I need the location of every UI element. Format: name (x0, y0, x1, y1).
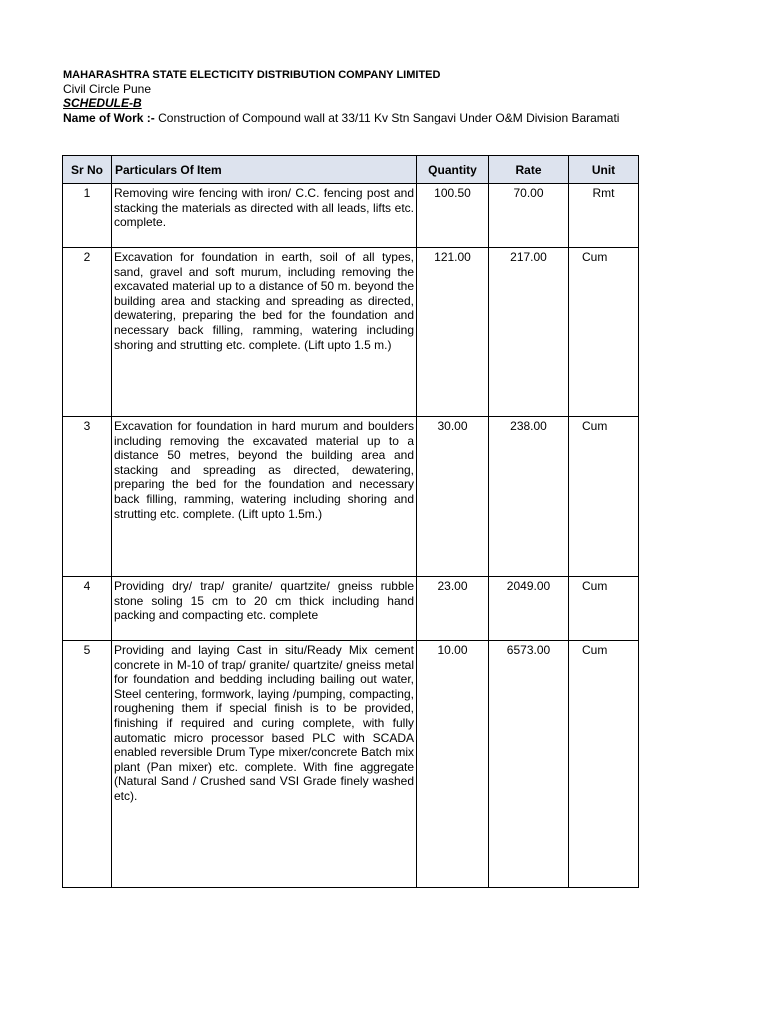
table-row (63, 184, 639, 248)
table-row (63, 577, 639, 641)
cell-particulars: Removing wire fencing with iron/ C.C. fencing post and stacking the materials as directed with all leads, lifts etc. complete. (112, 184, 417, 248)
cell-rate: 6573.00 (489, 641, 569, 888)
cell-rate: 238.00 (489, 417, 569, 577)
cell-quantity: 23.00 (417, 577, 489, 641)
company-name: MAHARASHTRA STATE ELECTICITY DISTRIBUTION COMPANY LIMITED (63, 69, 441, 81)
cell-rate: 217.00 (489, 248, 569, 417)
col-header-unit: Unit (569, 156, 639, 184)
cell-quantity: 121.00 (417, 248, 489, 417)
cell-rate: 70.00 (489, 184, 569, 248)
cell-sr-no: 5 (63, 641, 112, 888)
cell-unit: Cum (569, 577, 639, 641)
cell-quantity: 100.50 (417, 184, 489, 248)
col-header-sr-no: Sr No (63, 156, 112, 184)
cell-sr-no: 2 (63, 248, 112, 417)
cell-sr-no: 4 (63, 577, 112, 641)
cell-quantity: 30.00 (417, 417, 489, 577)
table-header-row (63, 156, 639, 184)
cell-sr-no: 1 (63, 184, 112, 248)
table-row (63, 641, 639, 888)
document-header (63, 68, 768, 126)
schedule-table (62, 155, 639, 888)
table-row (63, 417, 639, 577)
cell-particulars: Excavation for foundation in hard murum and boulders including removing the excavated material up to a distance 50 metres, beyond the building area and stacking and spreading as directed, dewatering, preparing the bed for the foundation and necessary back filling, ramming, watering including shoring and strutting etc. complete. (Lift upto 1.5m.) (112, 417, 417, 577)
table-row (63, 248, 639, 417)
cell-quantity: 10.00 (417, 641, 489, 888)
cell-unit: Cum (569, 417, 639, 577)
cell-particulars: Providing and laying Cast in situ/Ready Mix cement concrete in M-10 of trap/ granite/ quartzite/ gneiss metal for foundation and bedding including bailing out water, Steel centering, formwork, laying /pumping, compacting, roughening them if special finish is to be provided, finishing if required and curing complete, with fully automatic micro processor based PLC with SCADA enabled reversible Drum Type mixer/concrete Batch mix plant (Pan mixer) etc. complete. With fine aggregate (Natural Sand / Crushed sand VSI Grade finely washed etc). (112, 641, 417, 888)
work-label: Name of Work :- (63, 111, 155, 125)
circle-name: Civil Circle Pune (63, 82, 152, 96)
cell-particulars: Providing dry/ trap/ granite/ quartzite/ gneiss rubble stone soling 15 cm to 20 cm thick including hand packing and compacting etc. complete (112, 577, 417, 641)
work-text: Construction of Compound wall at 33/11 Kv Stn Sangavi Under O&M Division Baramati (154, 111, 620, 125)
cell-sr-no: 3 (63, 417, 112, 577)
cell-particulars: Excavation for foundation in earth, soil of all types, sand, gravel and soft murum, including removing the excavated material up to a distance of 50 m. beyond the building area and stacking and spreading as directed, dewatering, preparing the bed for the foundation and necessary back filling, ramming, watering including shoring and strutting etc. complete. (Lift upto 1.5 m.) (112, 248, 417, 417)
cell-unit: Cum (569, 248, 639, 417)
name-of-work (63, 111, 768, 126)
cell-rate: 2049.00 (489, 577, 569, 641)
col-header-rate: Rate (489, 156, 569, 184)
cell-unit: Cum (569, 641, 639, 888)
col-header-particulars: Particulars Of Item (112, 156, 417, 184)
schedule-title: SCHEDULE-B (63, 96, 142, 110)
cell-unit: Rmt (569, 184, 639, 248)
col-header-quantity: Quantity (417, 156, 489, 184)
